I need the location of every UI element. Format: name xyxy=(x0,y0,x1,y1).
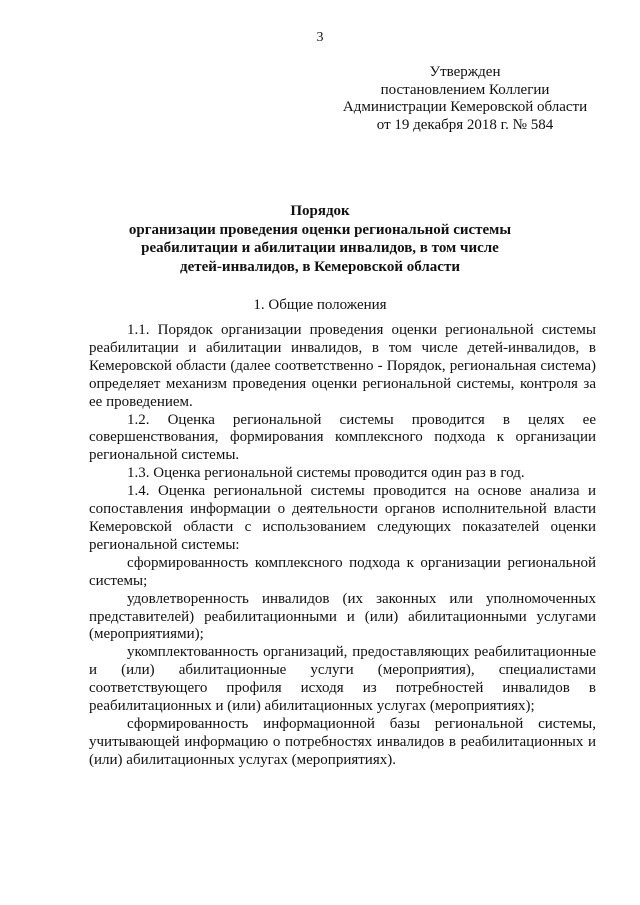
approval-line-administration: Администрации Кемеровской области xyxy=(342,99,588,115)
section-body xyxy=(89,322,596,770)
section-heading-general-provisions: 1. Общие положения xyxy=(253,297,387,313)
page-number: 3 xyxy=(316,30,324,45)
indicator-information-base: сформированность информационной базы региональной системы, учитывающей информацию о потребностях инвалидов в реабилитационных и (или) абилитационных услугах (мероприятиях). xyxy=(89,715,596,768)
approval-line-approved: Утвержден xyxy=(429,64,501,80)
indicator-satisfaction: удовлетворенность инвалидов (их законных или уполномоченных представителей) реабилитационными и (или) абилитационными услугами (мероприятиями); xyxy=(89,590,596,643)
title-line-3: реабилитации и абилитации инвалидов, в том числе xyxy=(141,240,499,256)
paragraph-1-1: 1.1. Порядок организации проведения оценки региональной системы реабилитации и абилитации инвалидов, в том числе детей-инвалидов, в Кемеровской области (далее соответственно - Порядок, региональная система) определяет механизм проведения оценки региональной системы, контроля за ее проведением. xyxy=(89,322,596,410)
indicator-staffing: укомплектованность организаций, предоставляющих реабилитационные и (или) абилитационные услуги (мероприятия), специалистами соответствующего профиля исходя из потребностей инвалидов в реабилитационных и (или) абилитационных услугах (мероприятиях); xyxy=(89,644,596,715)
approval-stamp-block xyxy=(320,64,610,134)
approval-line-date-number: от 19 декабря 2018 г. № 584 xyxy=(376,116,554,133)
approval-line-resolution: постановлением Коллегии xyxy=(380,81,550,98)
title-line-2: организации проведения оценки региональной системы xyxy=(128,221,512,238)
title-line-1: Порядок xyxy=(290,203,350,219)
paragraph-1-3: 1.3. Оценка региональной системы проводится один раз в год. xyxy=(127,465,525,482)
title-line-4: детей-инвалидов, в Кемеровской области xyxy=(180,258,460,275)
paragraph-1-4: 1.4. Оценка региональной системы проводится на основе анализа и сопоставления информации о деятельности органов исполнительной власти Кемеровской области с использованием следующих показателей оценки региональной системы: xyxy=(89,483,596,553)
paragraph-1-2: 1.2. Оценка региональной системы проводится в целях ее совершенствования, формирования комплексного подхода к организации региональной системы. xyxy=(89,411,596,464)
document-title xyxy=(100,202,540,276)
indicator-comprehensive-approach: сформированность комплексного подхода к организации региональной системы; xyxy=(89,554,596,589)
